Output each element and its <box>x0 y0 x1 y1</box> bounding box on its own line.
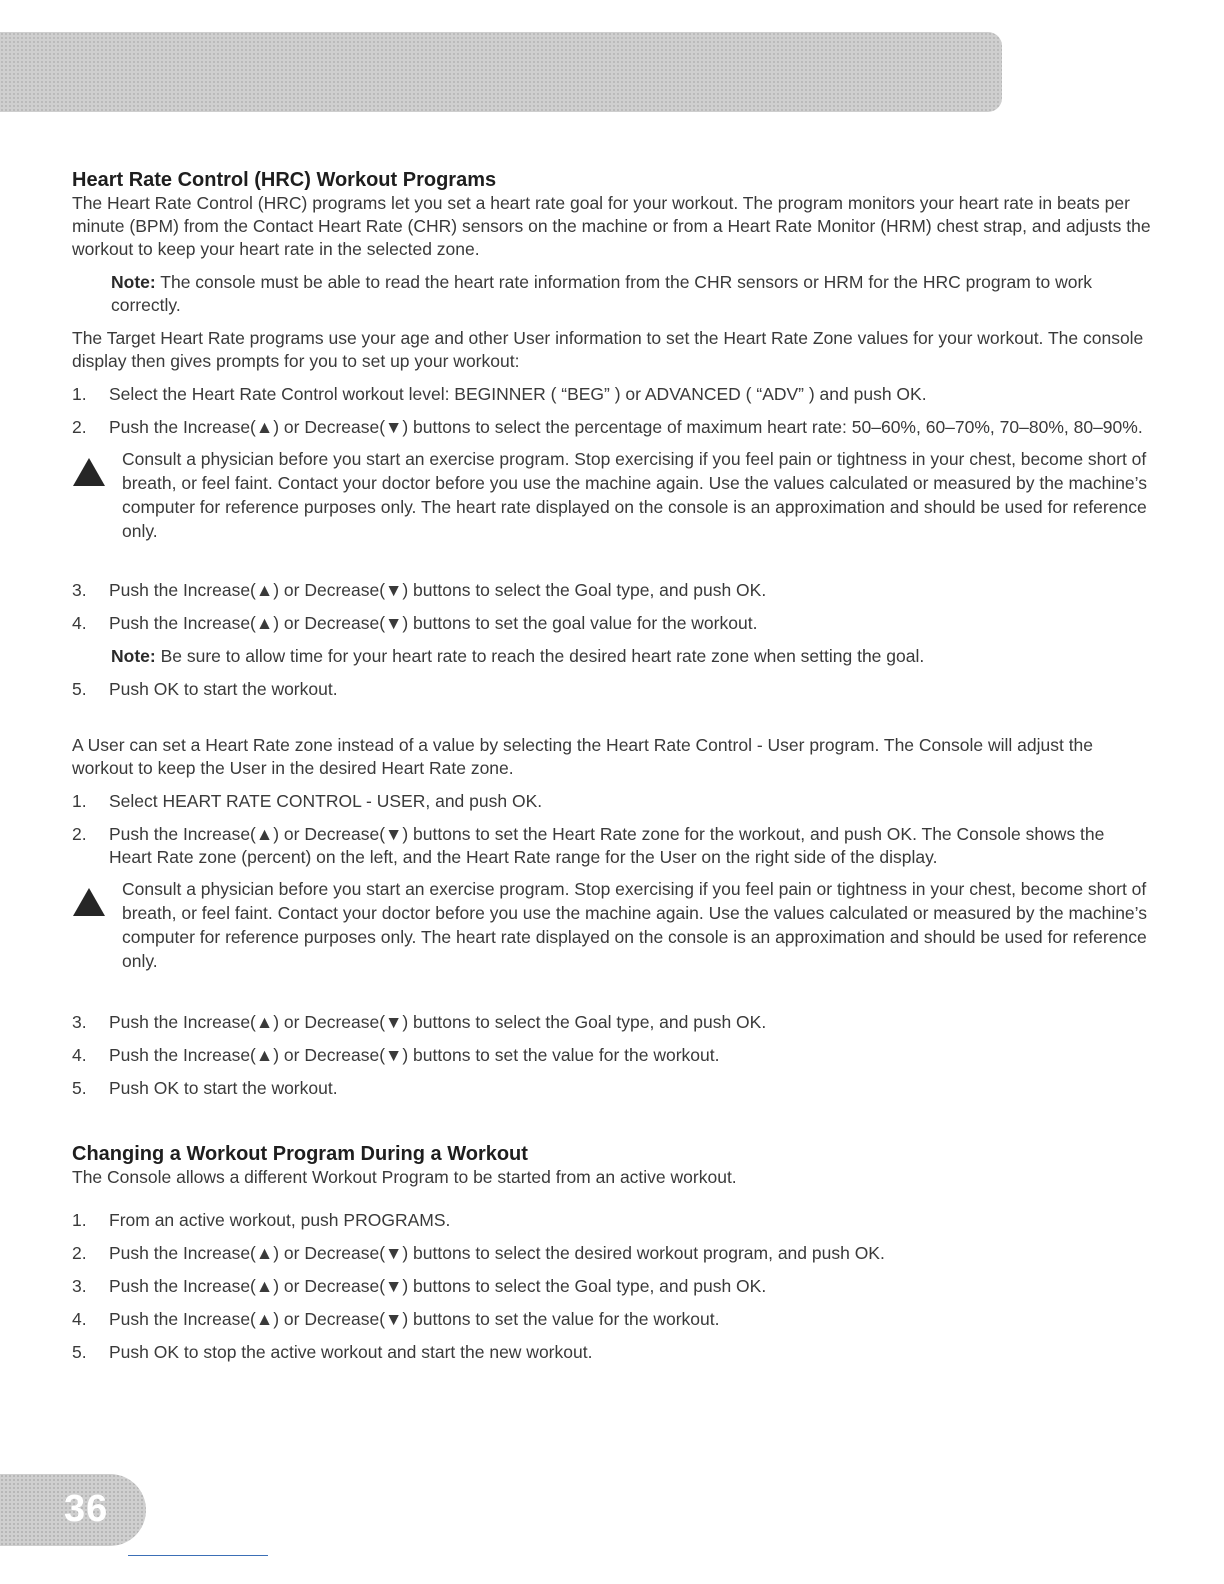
steps-list-c <box>72 790 1152 869</box>
list-item: 3. Push the Increase(▲) or Decrease(▼) buttons to select the Goal type, and push OK. <box>72 580 767 600</box>
list-item: 1. From an active workout, push PROGRAMS. <box>72 1210 451 1230</box>
section-title-hrc: Heart Rate Control (HRC) Workout Programs <box>72 169 497 191</box>
list-item: 4. Push the Increase(▲) or Decrease(▼) buttons to set the value for the workout. <box>72 1309 720 1329</box>
warning-text: Consult a physician before you start an exercise program. Stop exercising if you feel pain or tightness in your chest, become short of breath, or feel faint. Contact your doctor before you use the machine again. Use the values calculated or measured by the machine’s computer for reference purposes only. The heart rate displayed on the console is an approximation and should be used for reference only. <box>122 449 1147 541</box>
steps-list-b <box>72 579 1152 635</box>
note-text: The console must be able to read the heart rate information from the CHR sensors or HRM for the HRC program to work correctly. <box>111 272 1093 315</box>
note-text: Be sure to allow time for your heart rate to reach the desired heart rate zone when setting the goal. <box>160 646 925 666</box>
list-item: 1. Select HEART RATE CONTROL - USER, and push OK. <box>72 791 543 811</box>
list-item: 3. Push the Increase(▲) or Decrease(▼) buttons to select the Goal type, and push OK. <box>72 1012 767 1032</box>
page-content <box>72 168 1152 1374</box>
list-item: 2. Push the Increase(▲) or Decrease(▼) buttons to set the Heart Rate zone for the workout, and push OK. The Console shows the Heart Rate zone (percent) on the left, and the Heart Rate range for the User on the right side of the display. <box>72 824 1105 867</box>
steps-list-changing <box>72 1209 1152 1364</box>
note-console <box>111 271 1152 317</box>
steps-list-d <box>72 1011 1152 1100</box>
section-title-changing-program: Changing a Workout Program During a Workout <box>72 1143 528 1165</box>
steps-list-a <box>72 383 1152 439</box>
note-goal <box>111 645 1152 668</box>
list-item: 4. Push the Increase(▲) or Decrease(▼) buttons to set the value for the workout. <box>72 1045 720 1065</box>
user-program-paragraph: A User can set a Heart Rate zone instead of a value by selecting the Heart Rate Control - User program. The Console will adjust the workout to keep the User in the desired Heart Rate zone. <box>72 735 1094 778</box>
list-item: 2. Push the Increase(▲) or Decrease(▼) buttons to select the desired workout program, and push OK. <box>72 1243 885 1263</box>
header-band <box>0 32 1002 112</box>
target-hr-paragraph: The Target Heart Rate programs use your age and other User information to set the Heart Rate Zone values for your workout. The console display then gives prompts for you to set up your workout: <box>72 328 1144 371</box>
warning-triangle-icon <box>72 457 106 487</box>
hrc-intro: The Heart Rate Control (HRC) programs let you set a heart rate goal for your workout. The program monitors your heart rate in beats per minute (BPM) from the Contact Heart Rate (CHR) sensors on the machine or from a Heart Rate Monitor (HRM) chest strap, and adjusts the workout to keep your heart rate in the selected zone. <box>72 193 1151 259</box>
list-item: 4. Push the Increase(▲) or Decrease(▼) buttons to set the goal value for the workout. <box>72 613 758 633</box>
note-label: Note: <box>111 272 156 292</box>
warning-triangle-icon <box>72 887 106 917</box>
footer-rule <box>128 1555 268 1556</box>
page-number: 36 <box>64 1488 109 1530</box>
list-item: 3. Push the Increase(▲) or Decrease(▼) buttons to select the Goal type, and push OK. <box>72 1276 767 1296</box>
changing-program-intro: The Console allows a different Workout Program to be started from an active workout. <box>72 1167 737 1187</box>
list-item: 5. Push OK to start the workout. <box>72 1078 338 1098</box>
list-item: 1. Select the Heart Rate Control workout level: BEGINNER ( “BEG” ) or ADVANCED ( “ADV” ) and push OK. <box>72 384 927 404</box>
warning-block <box>72 447 1152 543</box>
list-item: 5. Push OK to stop the active workout and start the new workout. <box>72 1342 593 1362</box>
list-item: 2. Push the Increase(▲) or Decrease(▼) buttons to select the percentage of maximum heart rate: 50–60%, 60–70%, 70–80%, 80–90%. <box>72 417 1143 437</box>
note-label: Note: <box>111 646 156 666</box>
list-item: 5. Push OK to start the workout. <box>72 679 338 699</box>
warning-block <box>72 877 1152 973</box>
warning-text: Consult a physician before you start an exercise program. Stop exercising if you feel pain or tightness in your chest, become short of breath, or feel faint. Contact your doctor before you use the machine again. Use the values calculated or measured by the machine’s computer for reference purposes only. The heart rate displayed on the console is an approximation and should be used for reference only. <box>122 879 1147 971</box>
steps-list-b-end <box>72 678 1152 701</box>
